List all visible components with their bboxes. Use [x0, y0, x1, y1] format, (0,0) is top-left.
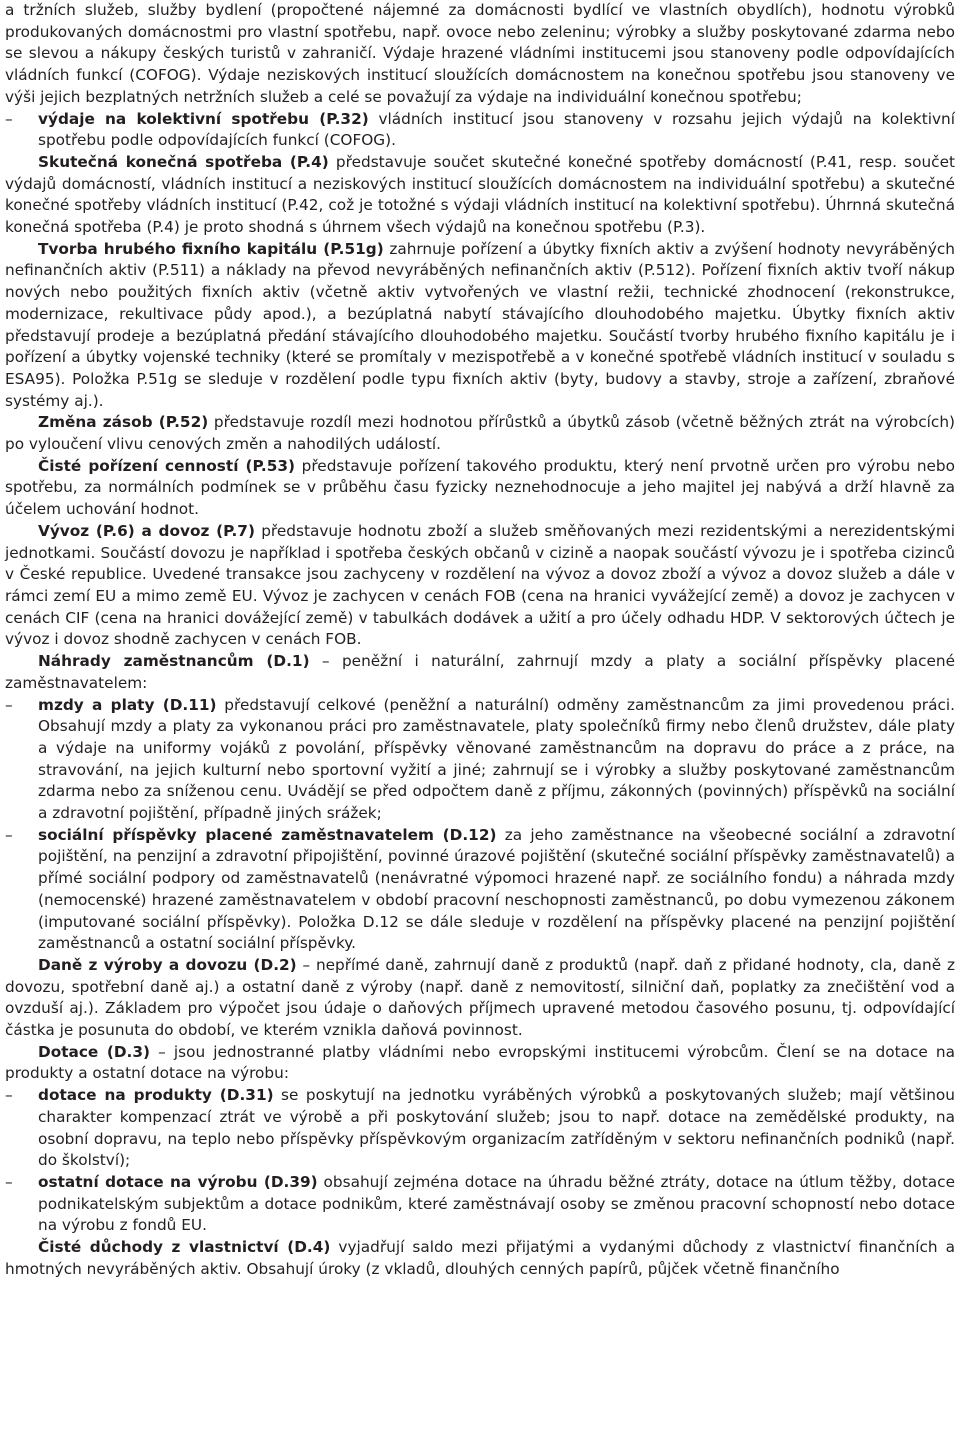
body-text: se poskytují na jednotku vyráběných výrobků a poskytovaných služeb; mají většinou charakter kompenzací ztrát ve výrobě a při poskytování služeb; jsou to např. dotace na zemědělské produkty, na osobní dopravu, na teplo nebo příspěvky příspěvkovým organizacím zatříděným v sektoru nefinančních podniků (např. do školství); [38, 1086, 955, 1170]
term-heading: Vývoz (P.6) a dovoz (P.7) [38, 521, 255, 540]
list-item [5, 1085, 955, 1172]
list-item [5, 1172, 955, 1237]
list-dash: – [5, 1086, 13, 1105]
term-heading: výdaje na kolektivní spotřebu (P.32) [38, 109, 369, 128]
body-text: představuje hodnotu zboží a služeb směňovaných mezi rezidentskými a nerezidentskými jednotkami. Součástí dovozu je například i spotřeba českých občanů v cizině a naopak součástí vývozu je i spotřeba cizinců v České republice. Uvedené transakce jsou zachyceny v rozdělení na vývoz a dovoz zboží a vývoz a dovoz služeb a dále v rámci zemí EU a mimo země EU. Vývoz je zachycen v cenách FOB (cena na hranici vyvážející země) a dovoz je zachycen v cenách CIF (cena na hranici dovážející země) v tabulkách dodávek a užití a pro účely odhadu HDP. V sektorových účtech je vývoz i dovoz shodně zachycen v cenách FOB. [5, 521, 956, 649]
list-item [5, 825, 955, 955]
paragraph [5, 412, 955, 455]
list-dash: – [5, 1172, 13, 1191]
list-dash: – [5, 695, 13, 714]
list-item [5, 695, 955, 825]
body-text: za jeho zaměstnance na všeobecné sociální a zdravotní pojištění, na penzijní a zdravotní připojištění, povinné úrazové pojištění (skutečné sociální příspěvky zaměstnavatelů) a přímé sociální podpory od zaměstnavatelů (nenávratné výpomoci hrazené např. ze sociálního fondu) a náhrada mzdy (nemocenské) hrazené zaměstnavatelem v období pracovní neschopnosti zaměstnanců, po dobu vymezenou zákonem (imputované sociální příspěvky). Položka D.12 se dále sleduje v rozdělení na příspěvky placené na penzijní pojištění zaměstnanců a ostatní sociální příspěvky. [38, 825, 955, 953]
body-text: vládních institucí jsou stanoveny v rozsahu jejich výdajů na kolektivní spotřebu podle odpovídajících funkcí (COFOG). [38, 109, 955, 150]
paragraph-continued [5, 0, 955, 109]
body-text: – jsou jednostranné platby vládními nebo evropskými institucemi výrobcům. Člení se na dotace na produkty a ostatní dotace na výrobu: [5, 1042, 955, 1083]
body-text: představují celkové (peněžní a naturální) odměny zaměstnancům za jimi provedenou práci. Obsahují mzdy a platy za vykonanou práci pro zaměstnavatele, platy společníků firmy nebo členů družstev, dále platy a výdaje na uniformy vojáků z povolání, příspěvky věnované zaměstnancům na dopravu do práce a z práce, na stravování, na jejich kulturní nebo sportovní vyžití a jiné; zahrnují se i výrobky a služby poskytované zaměstnancům zdarma nebo za sníženou cenu. Uvádějí se před odpočtem daně z příjmu, zákonných (povinných) příspěvků na sociální a zdravotní pojištění, případně jiných srážek; [38, 695, 955, 823]
document-body [5, 0, 955, 1280]
body-text: obsahují zejména dotace na úhradu běžné ztráty, dotace na útlum těžby, dotace podnikatelským subjektům a dotace podnikům, které zaměstnávají osoby se změnou pracovní schopností nebo dotace na výrobu z fondů EU. [38, 1172, 955, 1235]
paragraph [5, 651, 955, 694]
term-heading: Tvorba hrubého fixního kapitálu (P.51g) [38, 239, 384, 258]
body-text: a tržních služeb, služby bydlení (propočtené nájemné za domácnosti bydlící ve vlastních obydlích), hodnotu výrobků produkovaných domácnostmi pro vlastní spotřebu, např. ovoce nebo zeleninu; výrobky a služby poskytované zdarma nebo se slevou a nákupy českých turistů v zahraničí. Výdaje hrazené vládními institucemi jsou stanoveny podle odpovídajících vládních funkcí (COFOG). Výdaje neziskových institucí sloužících domácnostem na konečnou spotřebu jsou stanoveny ve výši jejich bezplatných netržních služeb a celé se považují za výdaje na individuální konečnou spotřebu; [5, 1, 955, 106]
list-item [5, 109, 955, 152]
term-heading: sociální příspěvky placené zaměstnavatelem (D.12) [38, 825, 497, 844]
paragraph [5, 955, 955, 1042]
paragraph [5, 1042, 955, 1085]
paragraph [5, 521, 955, 651]
term-heading: dotace na produkty (D.31) [38, 1086, 274, 1105]
term-heading: Náhrady zaměstnancům (D.1) [38, 652, 310, 671]
term-heading: Daně z výroby a dovozu (D.2) [38, 955, 297, 974]
term-heading: mzdy a platy (D.11) [38, 695, 217, 714]
body-text: představuje součet skutečné konečné spotřeby domácností (P.41, resp. součet výdajů domácností, vládních institucí a neziskových institucí sloužících domácnostem na individuální spotřebu) a skutečné konečné spotřeby vládních institucí (P.42, což je totožné s výdaji vládních institucí na kolektivní spotřebu). Úhrnná skutečná konečná spotřeba (P.4) je proto shodná s úhrnem všech výdajů na konečnou spotřebu (P.3). [5, 152, 955, 237]
paragraph [5, 456, 955, 521]
paragraph [5, 152, 955, 239]
body-text: – nepřímé daně, zahrnují daně z produktů (např. daň z přidané hodnoty, cla, daně z dovozu, spotřební daně aj.) a ostatní daně z výroby (např. daně z nemovitostí, silniční daň, poplatky za znečištění vod a ovzduší aj.). Základem pro výpočet jsou údaje o daňových příjmech upravené metodou časového posunu, tj. odpovídající částka je posunuta do období, ve kterém vznikla daňová povinnost. [5, 955, 955, 1040]
list-dash: – [5, 109, 13, 128]
term-heading: Dotace (D.3) [38, 1042, 150, 1061]
term-heading: Čisté pořízení cenností (P.53) [38, 456, 296, 475]
term-heading: Čisté důchody z vlastnictví (D.4) [38, 1238, 331, 1257]
paragraph [5, 1237, 955, 1280]
term-heading: ostatní dotace na výrobu (D.39) [38, 1172, 318, 1191]
list-dash: – [5, 825, 13, 844]
paragraph [5, 239, 955, 413]
body-text: – peněžní i naturální, zahrnují mzdy a platy a sociální příspěvky placené zaměstnavatelem: [5, 652, 955, 692]
body-text: vyjadřují saldo mezi přijatými a vydanými důchody z vlastnictví finančních a hmotných nevyráběných aktiv. Obsahují úroky (z vkladů, dlouhých cenných papírů, půjček včetně finančního [5, 1238, 955, 1278]
term-heading: Skutečná konečná spotřeba (P.4) [38, 152, 329, 171]
body-text: představuje pořízení takového produktu, který není prvotně určen pro výrobu nebo spotřebu, za normálních podmínek se v průběhu času fyzicky neznehodnocuje a jeho majitel jej nabývá a drží hlavně za účelem uchování hodnot. [5, 456, 955, 519]
body-text: představuje rozdíl mezi hodnotou přírůstků a úbytků zásob (včetně běžných ztrát na výrobcích) po vyloučení vlivu cenových změn a nahodilých událostí. [5, 413, 955, 454]
term-heading: Změna zásob (P.52) [38, 413, 209, 432]
body-text: zahrnuje pořízení a úbytky fixních aktiv a zvýšení hodnoty nevyráběných nefinančních aktiv (P.511) a náklady na převod nevyráběných nefinančních aktiv (P.512). Pořízení fixních aktiv tvoří nákup nových nebo použitých fixních aktiv (včetně aktiv vytvořených ve vlastní režii, technické zhodnocení (rekonstrukce, modernizace, rekultivace půdy apod.), a bezúplatná nabytí stávajícího dlouhodobého majetku. Úbytky fixních aktiv představují prodeje a bezúplatná předání stávajícího dlouhodobého majetku. Součástí tvorby hrubého fixního kapitálu je i pořízení a úbytky vojenské techniky (které se promítaly v mezispotřebě a v konečné spotřebě vládních institucí v souladu s ESA95). Položka P.51g se sleduje v rozdělení podle typu fixních aktiv (byty, budovy a stavby, stroje a zařízení, zbraňové systémy aj.). [5, 239, 955, 410]
